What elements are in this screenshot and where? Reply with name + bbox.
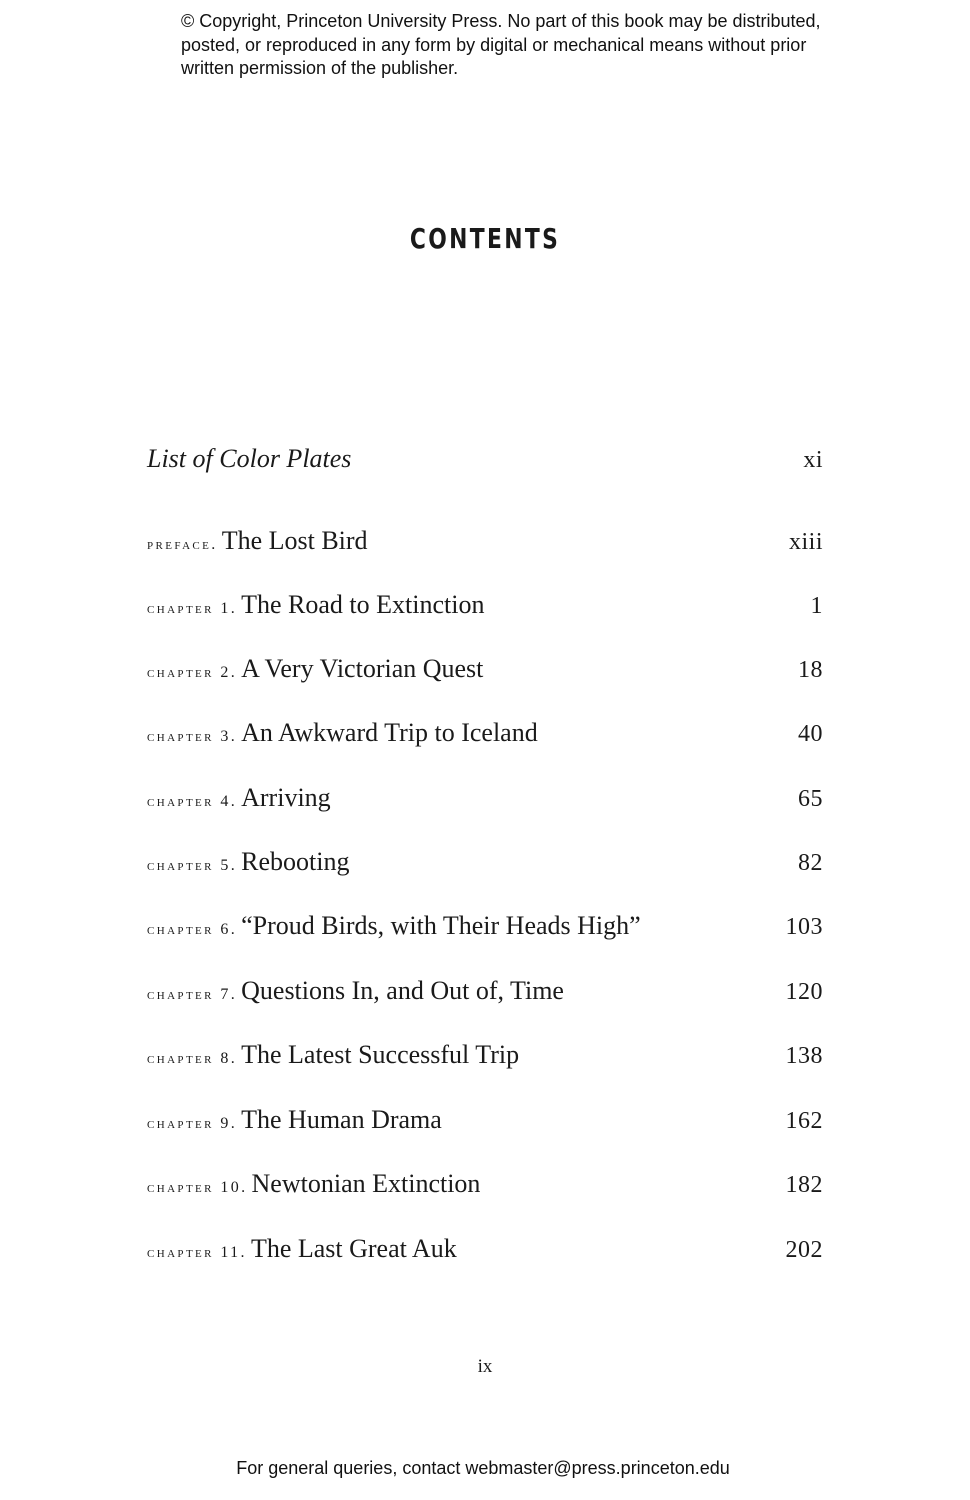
- toc-entry-label: chapter 10.: [147, 1179, 248, 1196]
- toc-entry-title: Rebooting: [241, 847, 350, 876]
- toc-entry-label: chapter 8.: [147, 1050, 238, 1067]
- toc-entry-page: 182: [785, 1172, 823, 1198]
- toc-entry-page: 18: [798, 657, 823, 683]
- toc-entry-title: An Awkward Trip to Iceland: [241, 718, 538, 747]
- toc-entry-page: xi: [803, 447, 823, 473]
- toc-entry-title: Newtonian Extinction: [251, 1169, 481, 1198]
- toc-entry-title: The Lost Bird: [221, 526, 368, 555]
- toc-entry-title: The Last Great Auk: [250, 1234, 457, 1263]
- toc-entry-label: chapter 1.: [147, 600, 238, 617]
- toc-entry-chapter-2[interactable]: [147, 654, 823, 694]
- toc-entry-page: 138: [785, 1043, 823, 1069]
- toc-entry-chapter-5[interactable]: [147, 847, 823, 887]
- toc-entry-label: chapter 2.: [147, 664, 238, 681]
- toc-entry-chapter-7[interactable]: [147, 976, 823, 1016]
- toc-entry-title: The Human Drama: [241, 1105, 442, 1134]
- toc-entry-page: 65: [798, 786, 823, 812]
- toc-entry-title: Arriving: [241, 783, 331, 812]
- copyright-notice: © Copyright, Princeton University Press. No part of this book may be distributed, posted, or reproduced in any form by digital or mechanical means without prior written permission of the publisher.: [181, 11, 821, 78]
- toc-entry-title: List of Color Plates: [147, 444, 352, 473]
- toc-entry-chapter-6[interactable]: [147, 911, 823, 951]
- toc-entry-page: 40: [798, 721, 823, 747]
- toc-entry-title: The Road to Extinction: [241, 590, 485, 619]
- toc-entry-page: 103: [785, 914, 823, 940]
- toc-entry-chapter-3[interactable]: [147, 718, 823, 758]
- toc-entry-label: chapter 11.: [147, 1244, 247, 1261]
- footer-contact: For general queries, contact webmaster@press.princeton.edu: [236, 1458, 730, 1478]
- toc-entry-chapter-8[interactable]: [147, 1040, 823, 1080]
- toc-entry-label: chapter 9.: [147, 1115, 238, 1132]
- toc-entry-label: chapter 7.: [147, 986, 238, 1003]
- toc-entry-page: 120: [785, 979, 823, 1005]
- page-number: ix: [477, 1356, 493, 1377]
- toc-entry-title: A Very Victorian Quest: [241, 654, 484, 683]
- page-title: CONTENTS: [409, 222, 561, 255]
- toc-entry-page: 1: [810, 593, 823, 619]
- toc-entry-title: Questions In, and Out of, Time: [241, 976, 564, 1005]
- toc-entry-page: 82: [798, 850, 823, 876]
- toc-entry-chapter-10[interactable]: [147, 1169, 823, 1209]
- toc-entry-label: chapter 3.: [147, 728, 238, 745]
- toc-entry-page: 202: [785, 1237, 823, 1263]
- toc-entry-preface[interactable]: [147, 526, 823, 566]
- toc-entry-chapter-11[interactable]: [147, 1234, 823, 1274]
- toc-entry-label: chapter 6.: [147, 921, 238, 938]
- toc-entry-label: chapter 5.: [147, 857, 238, 874]
- toc-entry-title: “Proud Birds, with Their Heads High”: [241, 911, 641, 940]
- toc-entry-page: 162: [785, 1108, 823, 1134]
- toc-entry-chapter-9[interactable]: [147, 1105, 823, 1145]
- toc-entry-label: preface.: [147, 536, 218, 553]
- toc-entry-label: chapter 4.: [147, 793, 238, 810]
- toc-entry-page: xiii: [788, 529, 823, 555]
- toc-entry-title: The Latest Successful Trip: [241, 1040, 520, 1069]
- toc-entry-list-of-color-plates[interactable]: [147, 444, 823, 484]
- toc-entry-chapter-4[interactable]: [147, 783, 823, 823]
- toc-entry-chapter-1[interactable]: [147, 590, 823, 630]
